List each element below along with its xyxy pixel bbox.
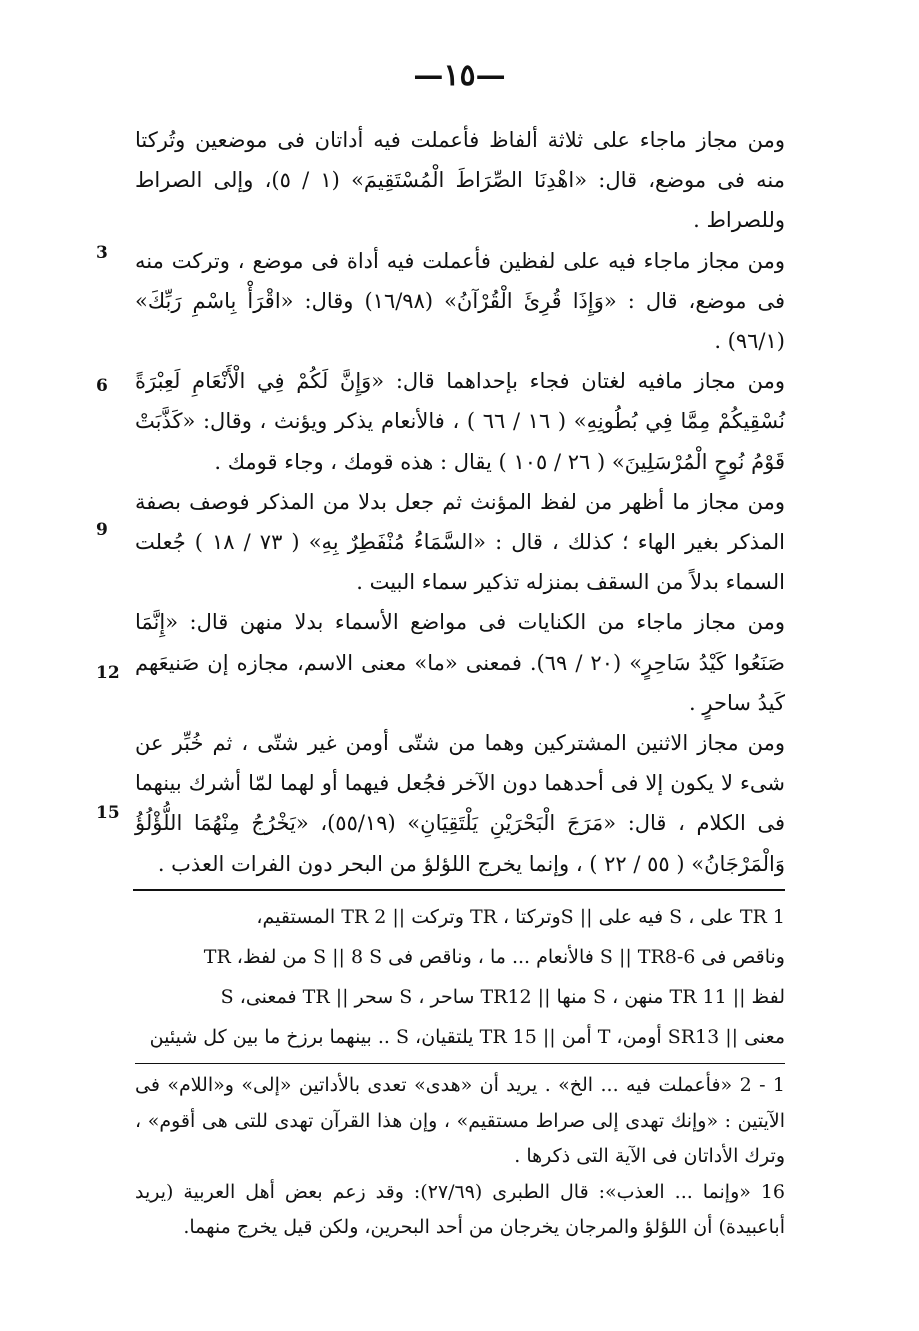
notes-divider	[135, 1063, 785, 1064]
page-number: —١٥—	[413, 58, 506, 93]
line-number: 12	[96, 663, 120, 683]
variant-line: معنى || SR13 أومن، T أمن || 15 TR يلتقيان، S .. بينهما برزخ ما بين كل شيئين	[149, 1026, 785, 1048]
variant-line: 1 TR على ، S فيه على || Sوتركتا ، TR وتركت || TR 2 المستقيم،	[256, 906, 785, 928]
paragraph: ومن مجاز الاثنين المشتركين وهما من شتّى أومن غير شتّى ، ثم خُبِّر عن شىء لا يكون إلا فى أحدهما دون الآخر فجُعل فيهما أو لهما لمّا أشرك بينهما فى الكلام ، قال: «مَرَجَ الْبَحْرَيْنِ يَلْتَقِيَانِ» (٥٥/١٩)، «يَخْرُجُ مِنْهُمَا اللُّؤْلُؤُ وَالْمَرْجَانُ» ( ٥٥ / ٢٢ ) ، وإنما يخرج اللؤلؤ من البحر دون الفرات العذب .	[135, 731, 785, 876]
manuscript-variants	[135, 897, 785, 1057]
variant-line: لفظ || 11 TR منهن ، S منها || TR12 ساحر ، S سحر || TR فمعنى، S	[220, 986, 785, 1008]
variant-line: وناقص فى S || TR8-6 فالأنعام ... ما ، وناقص فى S || 8 S من لفظ، TR	[203, 946, 785, 968]
main-text	[135, 120, 785, 884]
paragraph: ومن مجاز ما أظهر من لفظ المؤنث ثم جعل بدلا من المذكر فوصف بصفة المذكر بغير الهاء ؛ كذلك ، قال : «السَّمَاءُ مُنْفَطِرٌ بِهِ» ( ٧٣ / ١٨ ) جُعلت السماء بدلاً من السقف بمنزله تذكير سماء البيت .	[135, 489, 785, 595]
line-number: 3	[96, 243, 108, 263]
line-number: 9	[96, 520, 108, 540]
line-number: 6	[96, 376, 108, 396]
paragraph: ومن مجاز ماجاء فيه على لفظين فأعملت فيه أداة فى موضع ، وتركت منه فى موضع، قال : «وَإِذَا قُرِئَ الْقُرْآنُ» (١٦/٩٨) وقال: «اقْرَأْ بِاسْمِ رَبِّكَ» (٩٦/١) .	[135, 248, 785, 354]
note: 1 - 2 «فأعملت فيه ... الخ» . يريد أن «هدى» تعدى بالأداتين «إلى» و«اللام» فى الآيتين : «وإنك تهدى إلى صراط مستقيم» ، وإن هذا القرآن تهدى للتى هى أقوم» ، وترك الأداتان فى الآية التى ذكرها .	[135, 1074, 785, 1167]
line-number: 15	[96, 803, 120, 823]
note: 16 «وإنما ... العذب»: قال الطبرى (٢٧/٦٩): وقد زعم بعض أهل العربية (يريد أباعبيدة) أن اللؤلؤ والمرجان يخرجان من أحد البحرين، ولكن قيل يخرج منهما.	[135, 1180, 786, 1238]
paragraph: ومن مجاز ماجاء على ثلاثة ألفاظ فأعملت فيه أداتان فى موضعين وتُركتا منه فى موضع، قال: «اهْدِنَا الصِّرَاطَ الْمُسْتَقِيمَ» (١ / ٥)، وإلى الصراط وللصراط .	[135, 128, 785, 233]
paragraph: ومن مجاز ماجاء من الكنايات فى مواضع الأسماء بدلا منهن قال: «إِنَّمَا صَنَعُوا كَيْدُ سَاحِرٍ» (٢٠ / ٦٩). فمعنى «ما» معنى الاسم، مجازه إن صَنيعَهم كَيدُ ساحرٍ .	[135, 610, 785, 715]
footnote-divider	[133, 889, 785, 891]
paragraph: ومن مجاز مافيه لغتان فجاء بإحداهما قال: «وَإِنَّ لَكُمْ فِي الْأَنْعَامِ لَعِبْرَةً نُسْقِيكُمْ مِمَّا فِي بُطُونِهِ» ( ١٦ / ٦٦ ) ، فالأنعام يذكر ويؤنث ، وقال: «كَذَّبَتْ قَوْمُ نُوحٍ الْمُرْسَلِينَ» ( ٢٦ / ١٠٥ ) يقال : هذه قومك ، وجاء قومك .	[135, 369, 785, 474]
explanatory-notes	[135, 1068, 785, 1246]
